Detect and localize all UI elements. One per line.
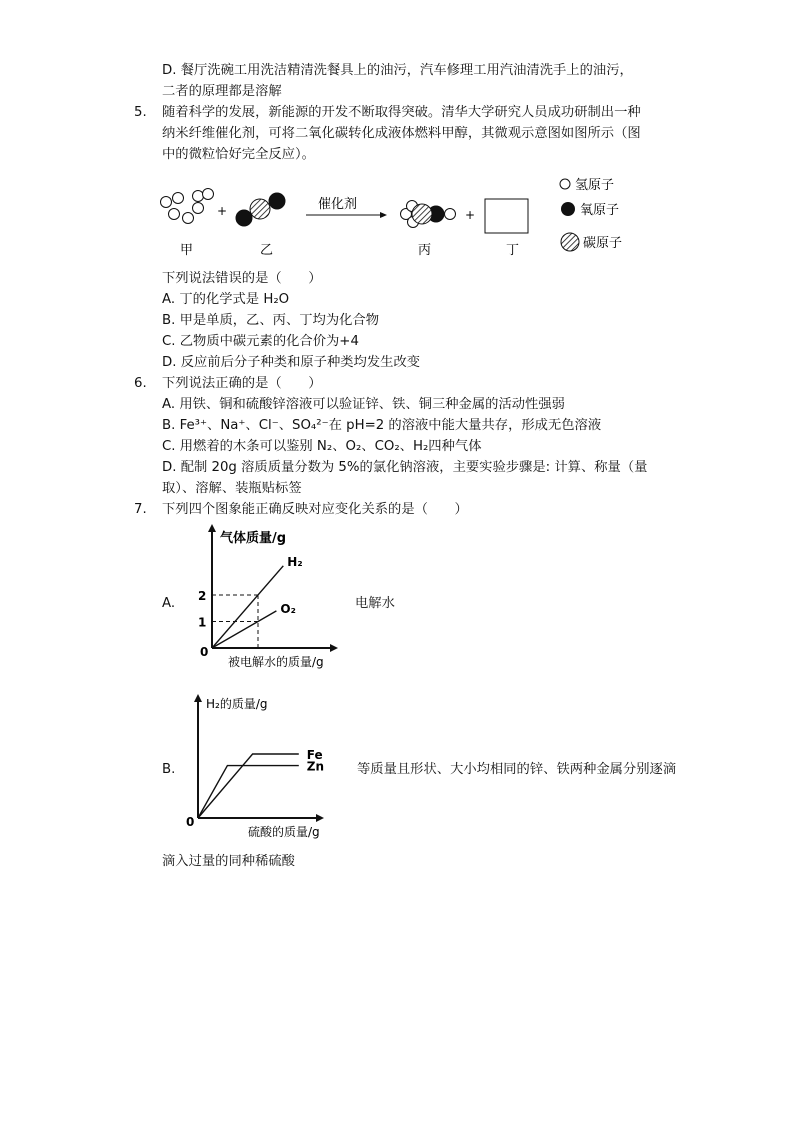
q6-option-b: B. Fe³⁺、Na⁺、Cl⁻、SO₄²⁻在 pH=2 的溶液中能大量共存，形成无色溶液 (162, 418, 602, 433)
label-jia: 甲 (180, 243, 194, 258)
plus-sign-1: + (217, 204, 228, 218)
series-label-fe: Fe (306, 748, 323, 762)
y-tick-label: 1 (198, 615, 207, 630)
y-axis-arrow (194, 694, 202, 702)
chart-metal-acid (178, 690, 338, 842)
y-axis-label: 气体质量/g (220, 531, 287, 546)
q6-option-c: C. 用燃着的木条可以鉴别 N₂、O₂、CO₂、H₂四种气体 (162, 439, 482, 454)
q5-stem-line2: 纳米纤维催化剂，可将二氧化碳转化成液体燃料甲醇，其微观示意图如图所示（图 (162, 126, 641, 141)
x-axis-label: 被电解水的质量/g (228, 655, 324, 669)
reaction-diagram (150, 168, 670, 268)
q4-option-d-line2: 二者的原理都是溶解 (162, 84, 282, 99)
q5-prompt: 下列说法错误的是（ ） (162, 271, 322, 286)
q6-stem: 下列说法正确的是（ ） (162, 376, 322, 391)
origin-label: 0 (186, 815, 195, 829)
plus-sign-2: + (465, 208, 476, 222)
q5-option-b: B. 甲是单质，乙、丙、丁均为化合物 (162, 313, 380, 328)
legend-h-icon (560, 179, 570, 189)
q5-option-c: C. 乙物质中碳元素的化合价为+4 (162, 334, 359, 349)
series-line-h2 (212, 566, 283, 648)
legend-c-icon (561, 233, 579, 251)
y-axis-arrow (208, 524, 216, 532)
label-bing: 丙 (418, 243, 432, 258)
molecule-ding-box (485, 199, 528, 233)
y-tick-label: 2 (198, 589, 207, 603)
q6-option-d-line1: D. 配制 20g 溶质质量分数为 5%的氯化钠溶液，主要实验步骤是: 计算、称量（量 (162, 460, 648, 475)
series-label-zn: Zn (306, 759, 325, 774)
q5-number: 5. (134, 105, 147, 120)
origin-label: 0 (200, 645, 209, 659)
label-ding: 丁 (506, 243, 520, 258)
y-axis-label: H₂的质量/g (206, 697, 268, 711)
arrow-label: 催化剂 (318, 197, 358, 212)
q5-option-d: D. 反应前后分子种类和原子种类均发生改变 (162, 355, 421, 370)
x-axis-arrow (330, 644, 338, 652)
series-line-o2 (212, 611, 276, 648)
molecule-bing (401, 201, 456, 228)
legend-o-label: 氧原子 (580, 203, 620, 218)
x-axis-label: 硫酸的质量/g (248, 825, 320, 839)
q7-option-b-caption: 等质量且形状、大小均相同的锌、铁两种金属分别逐滴 (357, 762, 677, 777)
q5-option-a: A. 丁的化学式是 H₂O (162, 292, 290, 307)
legend-h-label: 氢原子 (575, 178, 615, 193)
q7-stem: 下列四个图象能正确反映对应变化关系的是（ ） (162, 502, 468, 517)
q6-option-a: A. 用铁、铜和硫酸锌溶液可以验证锌、铁、铜三种金属的活动性强弱 (162, 397, 565, 412)
q7-number: 7. (134, 502, 147, 517)
q7-option-b-caption-cont: 滴入过量的同种稀硫酸 (162, 854, 295, 869)
series-line-zn (198, 766, 299, 818)
molecule-yi (236, 193, 285, 226)
q7-option-a-caption: 电解水 (355, 596, 395, 611)
legend-c-label: 碳原子 (583, 236, 623, 251)
arrow-head (380, 212, 387, 218)
series-line-fe (198, 754, 299, 818)
q6-option-d-line2: 取）、溶解、装瓶贴标签 (162, 481, 302, 496)
q7-option-b-letter: B. (162, 762, 176, 777)
series-label-h2: H₂ (287, 554, 303, 569)
molecule-jia (161, 189, 214, 224)
chart-electrolysis (192, 520, 362, 672)
q5-stem-line1: 随着科学的发展，新能源的开发不断取得突破。清华大学研究人员成功研制出一种 (162, 105, 641, 120)
x-axis-arrow (316, 814, 324, 822)
q7-option-a-letter: A. (162, 596, 176, 611)
legend-o-icon (561, 202, 575, 216)
q6-number: 6. (134, 376, 147, 391)
series-label-o2: O₂ (280, 601, 296, 616)
q4-option-d-line1: D. 餐厅洗碗工用洗洁精清洗餐具上的油污，汽车修理工用汽油清洗手上的油污， (162, 63, 633, 78)
q5-stem-line3: 中的微粒恰好完全反应）。 (162, 147, 315, 162)
label-yi: 乙 (260, 243, 274, 258)
